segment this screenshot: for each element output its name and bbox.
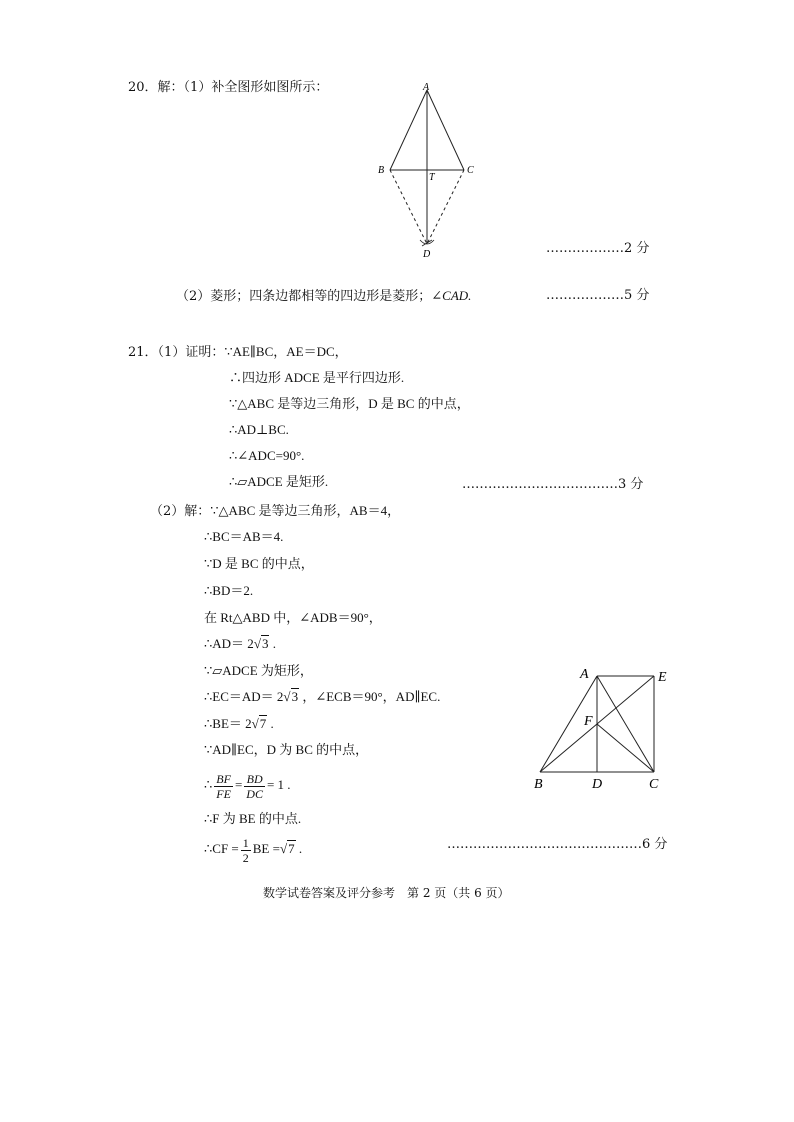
q20-part1-text: 解：（1）补全图形如图所示：: [157, 80, 329, 95]
q21-number: 21．: [128, 345, 158, 360]
label-E: E: [658, 670, 667, 685]
cf-suffix: .: [295, 841, 303, 856]
ec-sqrt: √3: [283, 689, 299, 704]
q21-f-mid-line: ∴F 为 BE 的中点.: [204, 811, 302, 826]
cf-radicand: 7: [288, 841, 295, 856]
ec-prefix: ∴EC＝AD＝ 2: [204, 689, 284, 704]
q21-p1-line-5: ∴▱ADCE 是矩形.: [229, 474, 329, 489]
be-prefix: ∴BE＝ 2: [204, 716, 252, 731]
q21-ratio-line: [204, 770, 291, 801]
label-C: C: [467, 165, 474, 176]
q21-ec-line: [204, 688, 440, 706]
q21-cf-line: [204, 834, 302, 865]
q21-p2-line-1: ∴BC＝AB＝4.: [204, 529, 284, 544]
q21-p2-line-3: ∴BD＝2.: [204, 583, 254, 598]
q21-p2-intro: （2）解：: [150, 504, 211, 519]
label-T: T: [429, 172, 435, 183]
q20-score1: ………………2 分: [546, 241, 650, 256]
ratio-num1: BF: [216, 771, 231, 786]
cf-mid: BE =: [252, 841, 280, 856]
ratio-den1: FE: [216, 786, 231, 801]
edge-FC: [597, 724, 654, 772]
edge-AC: [597, 676, 654, 772]
q20-score2: ………………5 分: [546, 288, 650, 303]
q21-p2-heading: [150, 502, 400, 521]
q20-rhombus-figure: [370, 80, 490, 262]
cf-num: 1: [242, 835, 249, 850]
q20-heading: [128, 79, 328, 97]
be-suffix: .: [267, 716, 274, 731]
q21-p1-line-1: ∴四边形 ADCE 是平行四边形.: [229, 370, 405, 385]
cf-frac-half: [241, 836, 251, 865]
label-C: C: [649, 777, 659, 792]
q21-p1-line-4: ∴∠ADC=90°.: [229, 448, 305, 463]
ratio-num2: BD: [244, 772, 265, 787]
q21-p2-line-0: ∵△ABC 是等边三角形，AB＝4，: [210, 503, 401, 518]
label-A: A: [580, 667, 589, 682]
edge-AC: [427, 90, 464, 170]
page-footer: 数学试卷答案及评分参考 第 2 页（共 6 页）: [263, 886, 510, 900]
ratio-eq: =: [234, 777, 243, 792]
q21-p1-intro: （1）证明：: [157, 345, 225, 360]
ad-sqrt: √3: [253, 636, 269, 651]
ad-radicand: 3: [261, 636, 269, 651]
cf-den: 2: [242, 850, 249, 865]
label-D: D: [423, 249, 431, 260]
ratio-den2: DC: [246, 786, 263, 801]
q21-rectangle-figure: [528, 662, 678, 794]
q20-part2-text: （2）菱形；四条边都相等的四边形是菱形；∠: [176, 289, 443, 304]
q21-p2-line-4: 在 Rt△ABD 中，∠ADB＝90°，: [204, 610, 382, 625]
be-radicand: 7: [259, 716, 267, 731]
cf-sqrt: √7: [279, 841, 295, 856]
q21-p1-line-0: ∵AE∥BC，AE＝DC，: [224, 344, 348, 359]
q21-p1-line-2: ∵△ABC 是等边三角形，D 是 BC 的中点，: [229, 396, 470, 411]
q21-mid-line: ∵AD∥EC，D 为 BC 的中点，: [204, 742, 369, 757]
q21-rect-line: ∵▱ADCE 为矩形，: [204, 663, 313, 678]
ec-radicand: 3: [291, 689, 299, 704]
q20-part2-angle: CAD.: [442, 288, 472, 303]
q20-part2: [176, 287, 471, 306]
q21-p2-line-2: ∵D 是 BC 的中点，: [204, 556, 314, 571]
ratio-frac-bd-dc: [244, 772, 265, 801]
q21-score1: ………………………………3 分: [462, 477, 644, 492]
ad-prefix: ∴AD＝ 2: [204, 636, 254, 651]
ratio-frac-bf-fe: [214, 772, 233, 801]
ratio-suffix: = 1 .: [266, 777, 291, 792]
q21-heading: [128, 343, 348, 362]
label-F: F: [584, 714, 593, 729]
q21-score2: ………………………………………6 分: [447, 837, 668, 852]
label-D: D: [592, 777, 603, 792]
edge-AB: [390, 90, 427, 170]
q21-ad-line: [204, 635, 276, 653]
cf-prefix: ∴CF =: [204, 841, 239, 856]
ratio-prefix: ∴: [204, 777, 213, 792]
label-B: B: [534, 777, 543, 792]
edge-BD-dashed: [390, 170, 427, 244]
label-B: B: [378, 165, 385, 176]
q20-number: 20．: [128, 80, 158, 95]
be-sqrt: √7: [251, 716, 267, 731]
ec-suffix: ，∠ECB＝90°，AD∥EC.: [299, 689, 441, 704]
q21-be-line: [204, 715, 274, 733]
ad-suffix: .: [269, 636, 276, 651]
q21-p1-line-3: ∴AD⊥BC.: [229, 422, 289, 437]
label-A: A: [423, 82, 430, 93]
